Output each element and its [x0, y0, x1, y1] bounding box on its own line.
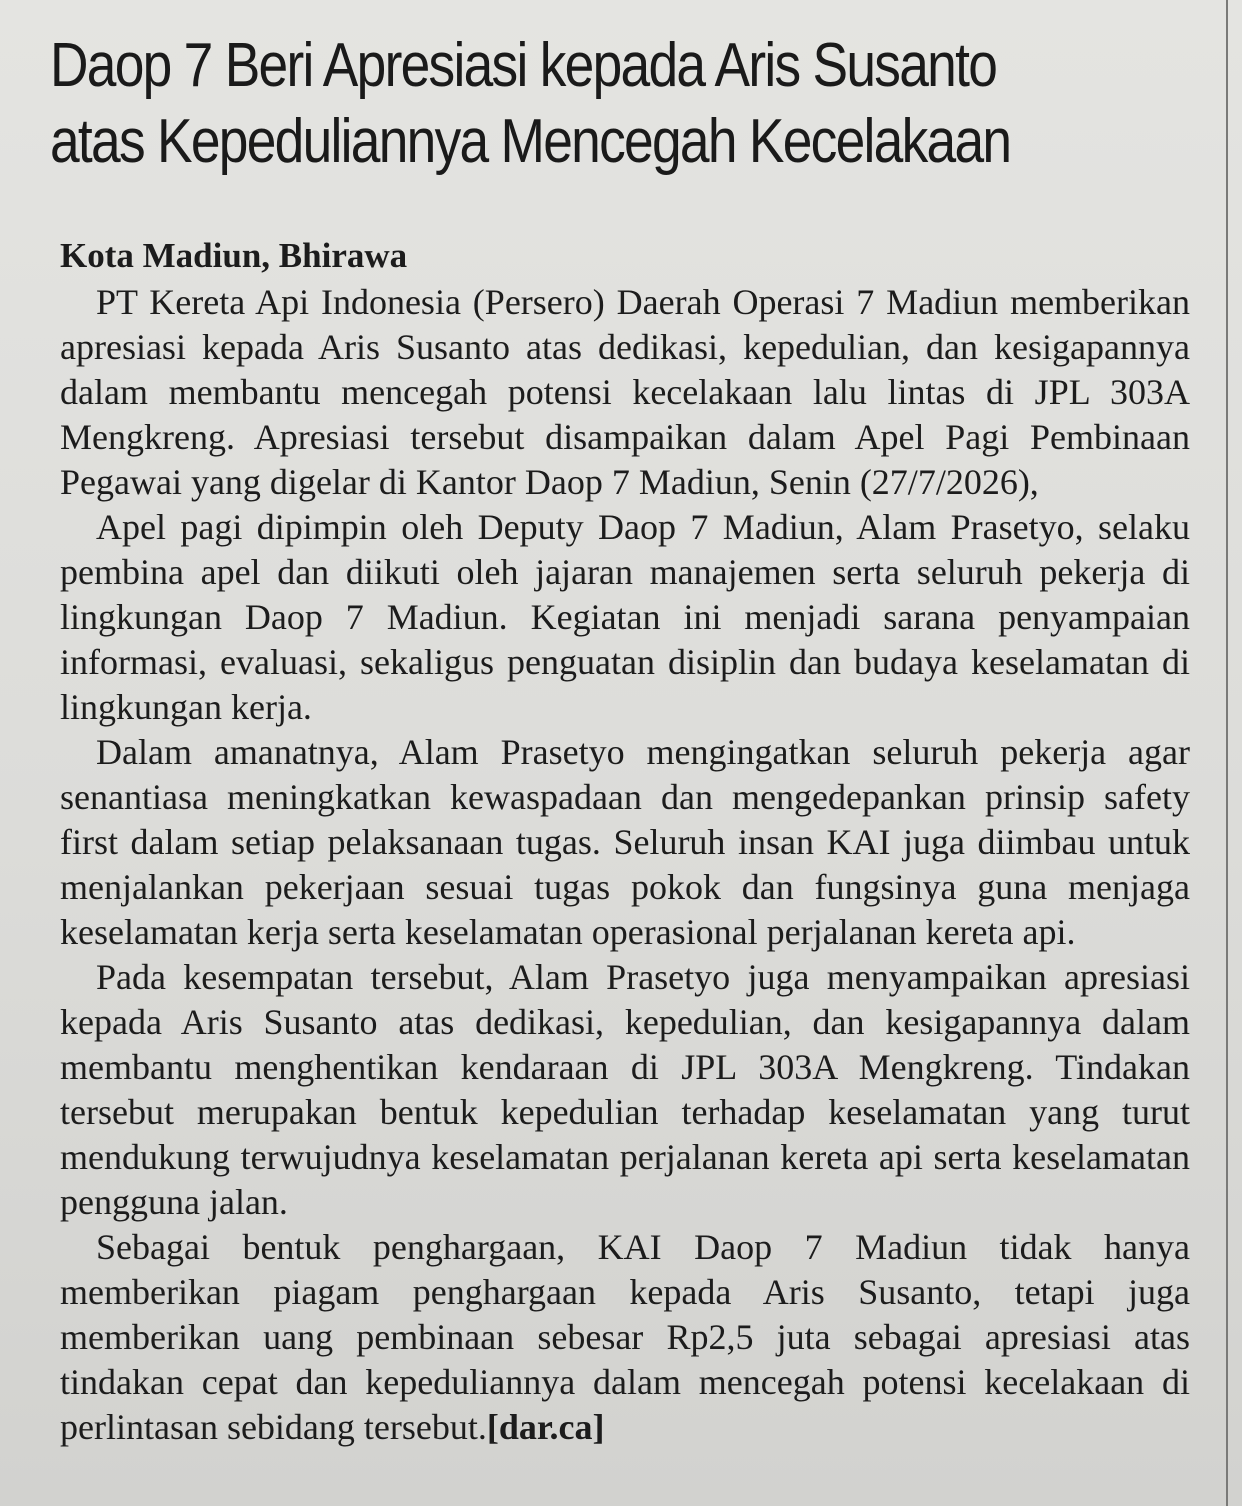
- headline: [50, 28, 1039, 180]
- headline-line-2: atas Kepeduliannya Mencegah Kecelakaan: [50, 107, 1011, 176]
- paragraph-1: PT Kereta Api Indonesia (Persero) Daerah Operasi 7 Madiun memberikan apresiasi kepada Aris Susanto atas dedikasi, kepedulian, dan kesigapannya dalam membantu mencegah potensi kecelakaan lalu lintas di JPL 303A Mengkreng. Apresiasi tersebut disampaikan dalam Apel Pagi Pembinaan Pegawai yang digelar di Kantor Daop 7 Madiun, Senin (27/7/2026),: [60, 282, 1190, 502]
- paragraph-4: Pada kesempatan tersebut, Alam Prasetyo juga menyampaikan apresiasi kepada Aris Susanto atas dedikasi, kepedulian, dan kesigapannya dalam membantu menghentikan kendaraan di JPL 303A Mengkreng. Tindakan tersebut merupakan bentuk kepedulian terhadap keselamatan yang turut mendukung terwujudnya keselamatan perjalanan kereta api serta keselamatan pengguna jalan.: [60, 957, 1190, 1222]
- paragraph-3: Dalam amanatnya, Alam Prasetyo mengingatkan seluruh pekerja agar senantiasa meningkatkan kewaspadaan dan mengedepankan prinsip safety first dalam setiap pelaksanaan tugas. Seluruh insan KAI juga diimbau untuk menjalankan pekerjaan sesuai tugas pokok dan fungsinya guna menjaga keselamatan kerja serta keselamatan operasional perjalanan kereta api.: [60, 732, 1190, 952]
- paragraph-5: [60, 1225, 1190, 1450]
- dateline: Kota Madiun, Bhirawa: [60, 236, 408, 275]
- paragraph-5-text: Sebagai bentuk penghargaan, KAI Daop 7 Madiun tidak hanya memberikan piagam penghargaan kepada Aris Susanto, tetapi juga memberikan uang pembinaan sebesar Rp2,5 juta sebagai apresiasi atas tindakan cepat dan kepeduliannya dalam mencegah potensi kecelakaan di perlintasan sebidang tersebut.: [60, 1227, 1190, 1447]
- paragraph-2: Apel pagi dipimpin oleh Deputy Daop 7 Madiun, Alam Prasetyo, selaku pembina apel dan diikuti oleh jajaran manajemen serta seluruh pekerja di lingkungan Daop 7 Madiun. Kegiatan ini menjadi sarana penyampaian informasi, evaluasi, sekaligus penguatan disiplin dan budaya keselamatan di lingkungan kerja.: [60, 507, 1190, 727]
- column-divider: [1226, 0, 1228, 1506]
- headline-line-1: Daop 7 Beri Apresiasi kepada Aris Susanto: [50, 31, 997, 100]
- author-signoff: [dar.ca]: [486, 1407, 605, 1447]
- article-body: [60, 232, 1190, 1450]
